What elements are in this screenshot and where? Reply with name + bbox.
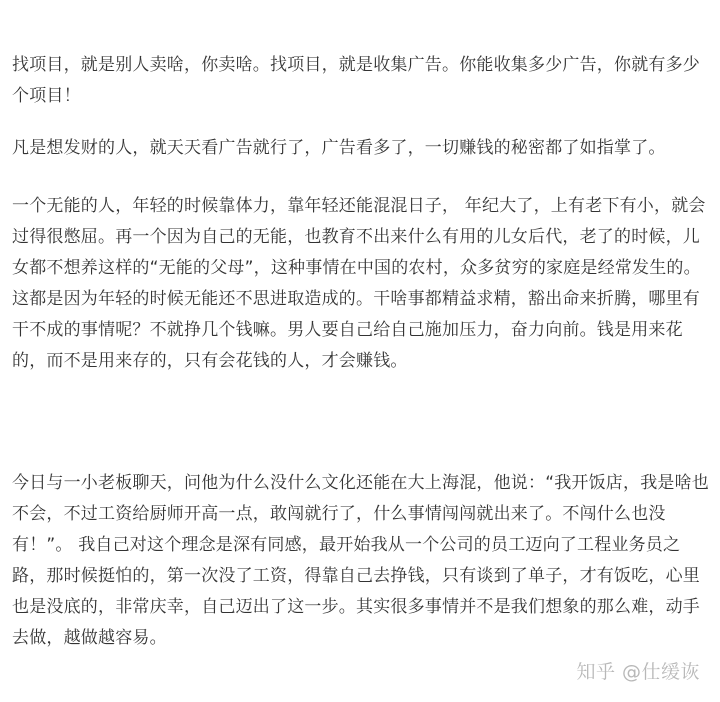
paragraph-4: 今日与一小老板聊天，问他为什么没什么文化还能在大上海混，他说：“我开饭店，我是啥也不会，不过工资给厨师开高一点，敢闯就行了，什么事情闯闯就出来了。不闯什么也没有！”。 我自己对这个理念是深有同感，最开始我从一个公司的员工迈向了工程业务员之路，那时候挺怕的，第一次没了工资，得靠自己去挣钱，只有谈到了单子，才有饭吃，心里也是没底的，非常庆幸，自己迈出了这一步。其实很多事情并不是我们想象的那么难，动手去做，越做越容易。	[12, 473, 710, 648]
paragraph-1: 找项目，就是别人卖啥，你卖啥。找项目，就是收集广告。你能收集多少广告，你就有多少个项目！	[12, 55, 700, 106]
paragraph-2: 凡是想发财的人，就天天看广告就行了，广告看多了，一切赚钱的秘密都了如指掌了。	[12, 138, 666, 158]
paragraph-3: 一个无能的人，年轻的时候靠体力，靠年轻还能混混日子， 年纪大了，上有老下有小，就会过得很憋屈。再一个因为自己的无能，也教育不出来什么有用的儿女后代，老了的时候，儿女都不想养这样的“无能的父母”，这种事情在中国的农村，众多贫穷的家庭是经常发生的。 这都是因为年轻的时候无能还不思进取造成的。干啥事都精益求精，豁出命来折腾，哪里有干不成的事情呢？不就挣几个钱嘛。男人要自己给自己施加压力，奋力向前。钱是用来花的，而不是用来存的，只有会花钱的人，才会赚钱。	[12, 196, 706, 371]
zhihu-watermark: 知乎 @仕缓诙	[576, 661, 700, 683]
article-body	[12, 50, 710, 648]
